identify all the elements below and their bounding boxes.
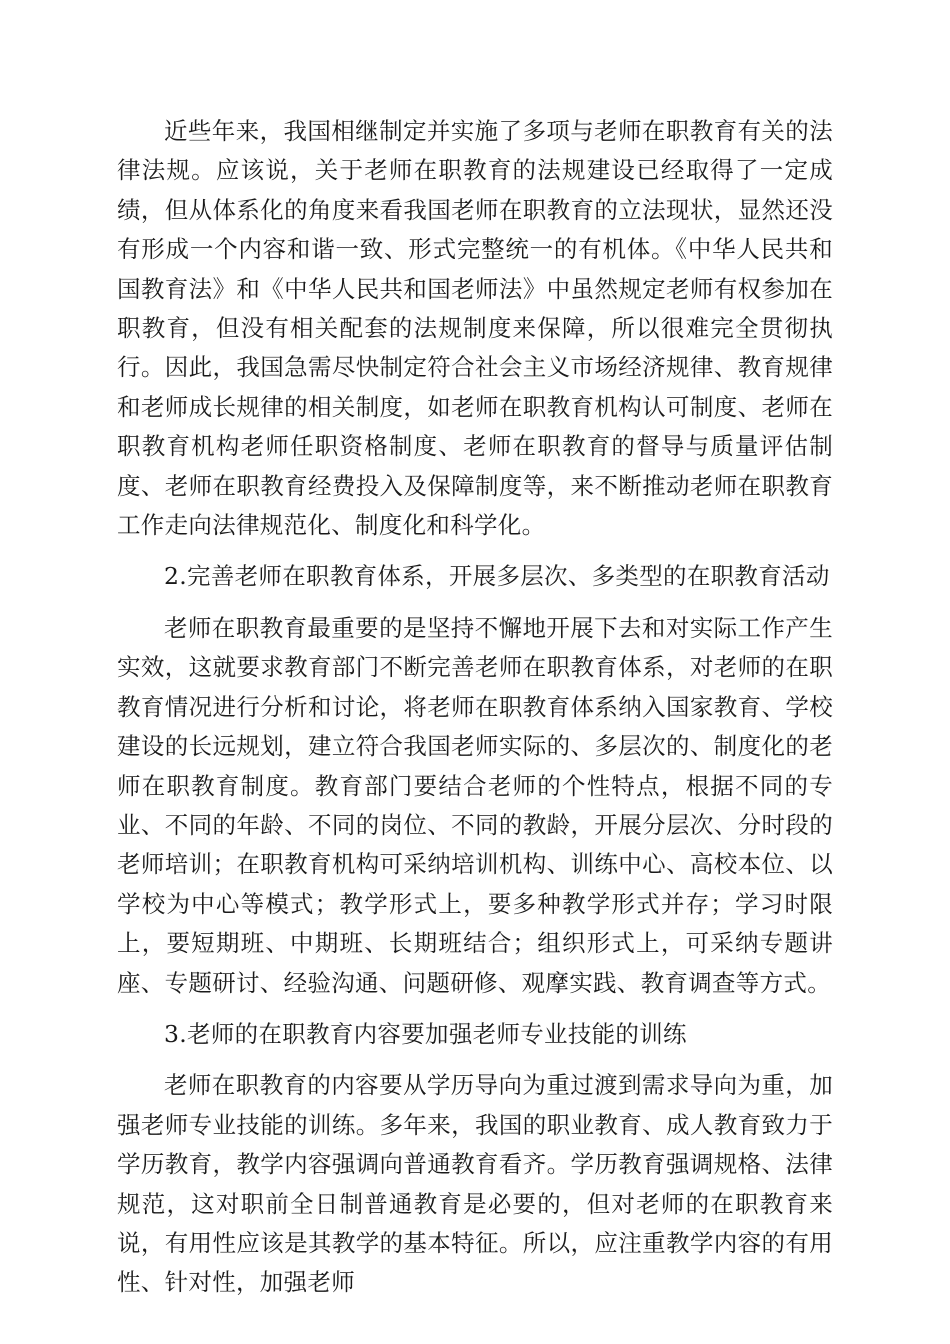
section-heading-3: 3.老师的在职教育内容要加强老师专业技能的训练: [164, 1019, 687, 1048]
document-body: [117, 112, 833, 1315]
paragraph-skill-training: 老师在职教育的内容要从学历导向为重过渡到需求导向为重，加强老师专业技能的训练。多年来，我国的职业教育、成人教育致力于学历教育，教学内容强调向普通教育看齐。学历教育强调规格、法律规范，这对职前全日制普通教育是必要的，但对老师的在职教育来说，有用性应该是其教学的基本特征。所以，应注重教学内容的有用性、针对性，加强老师: [117, 1071, 833, 1297]
paragraph-training-system: 老师在职教育最重要的是坚持不懈地开展下去和对实际工作产生实效，这就要求教育部门不断完善老师在职教育体系，对老师的在职教育情况进行分析和讨论，将老师在职教育体系纳入国家教育、学校建设的长远规划，建立符合我国老师实际的、多层次的、制度化的老师在职教育制度。教育部门要结合老师的个性特点，根据不同的专业、不同的年龄、不同的岗位、不同的教龄，开展分层次、分时段的老师培训；在职教育机构可采纳培训机构、训练中心、高校本位、以学校为中心等模式；教学形式上，要多种教学形式并存；学习时限上，要短期班、中期班、长期班结合；组织形式上，可采纳专题讲座、专题研讨、经验沟通、问题研修、观摩实践、教育调查等方式。: [117, 613, 833, 997]
section-heading-2: 2.完善老师在职教育体系，开展多层次、多类型的在职教育活动: [164, 562, 830, 591]
paragraph-legal-system: 近些年来，我国相继制定并实施了多项与老师在职教育有关的法律法规。应该说，关于老师在职教育的法规建设已经取得了一定成绩，但从体系化的角度来看我国老师在职教育的立法现状，显然还没有形成一个内容和谐一致、形式完整统一的有机体。《中华人民共和国教育法》和《中华人民共和国老师法》中虽然规定老师有权参加在职教育，但没有相关配套的法规制度来保障，所以很难完全贯彻执行。因此，我国急需尽快制定符合社会主义市场经济规律、教育规律和老师成长规律的相关制度，如老师在职教育机构认可制度、老师在职教育机构老师任职资格制度、老师在职教育的督导与质量评估制度、老师在职教育经费投入及保障制度等，来不断推动老师在职教育工作走向法律规范化、制度化和科学化。: [117, 117, 833, 540]
